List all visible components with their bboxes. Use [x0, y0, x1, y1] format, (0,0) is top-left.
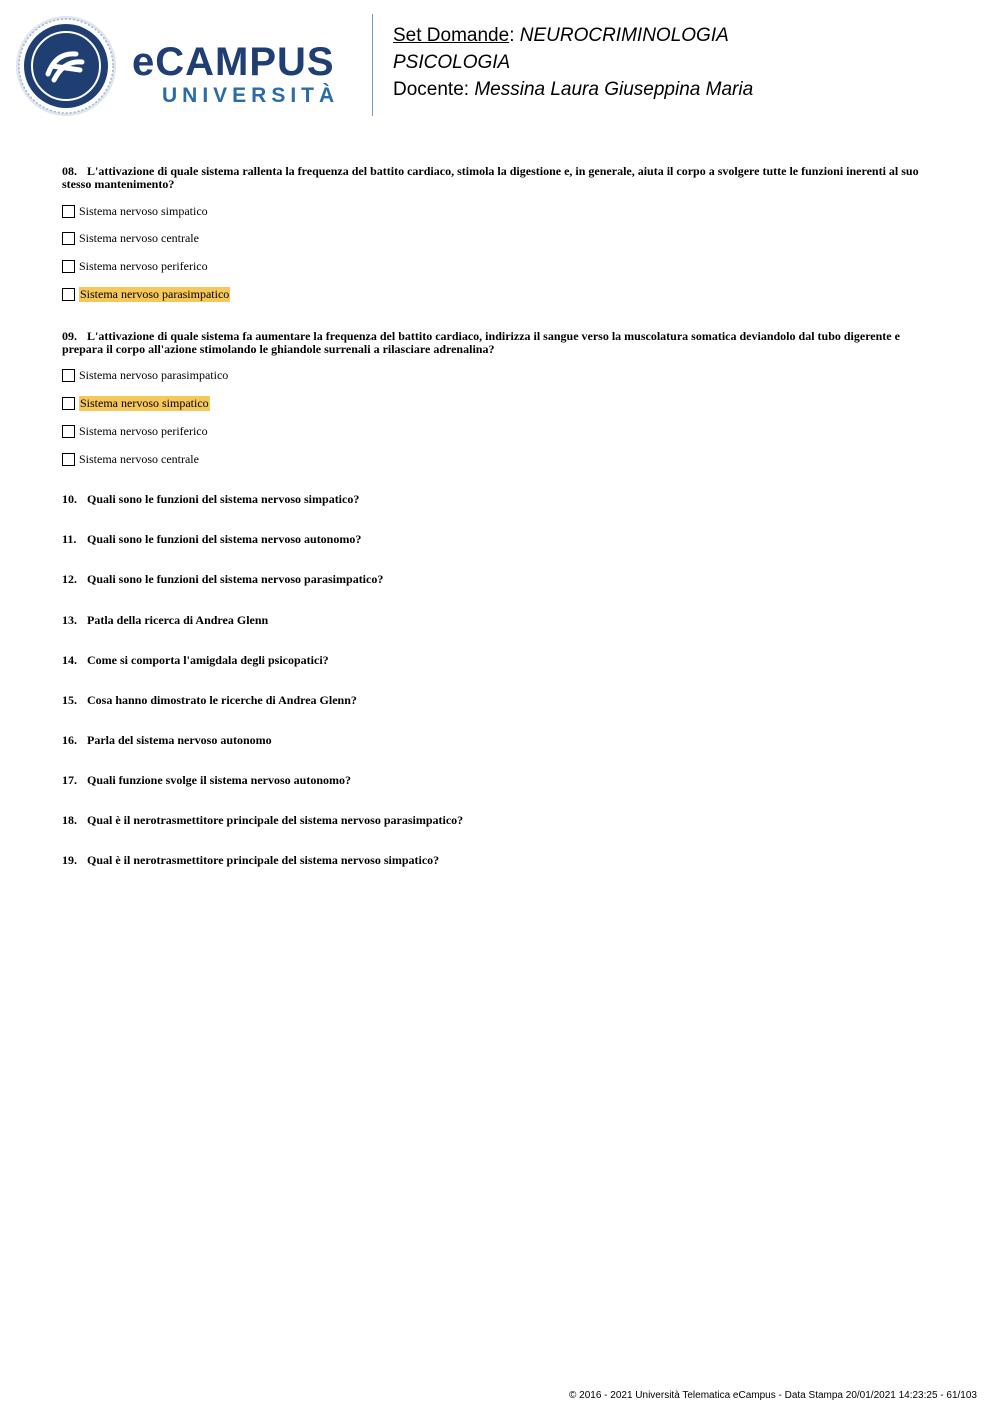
option-label: Sistema nervoso simpatico	[79, 203, 208, 218]
question-text: Quali sono le funzioni del sistema nervoso simpatico?	[87, 492, 360, 506]
docente-value: Messina Laura Giuseppina Maria	[474, 79, 754, 100]
question-17	[62, 774, 942, 787]
question-text: Quali funzione svolge il sistema nervoso autonomo?	[87, 773, 352, 787]
option-row[interactable]	[62, 451, 199, 467]
question-text: Quali sono le funzioni del sistema nervoso parasimpatico?	[87, 572, 384, 586]
question-number: 13.	[62, 613, 77, 627]
brand-subtitle: UNIVERSITÀ	[162, 84, 340, 107]
checkbox[interactable]	[62, 288, 75, 301]
question-19	[62, 854, 942, 867]
question-09	[62, 330, 942, 356]
option-row[interactable]	[62, 258, 208, 274]
option-row[interactable]	[62, 286, 230, 302]
question-number: 10.	[62, 492, 77, 506]
question-text: L'attivazione di quale sistema rallenta la frequenza del battito cardiaco, stimola la digestione e, in generale, aiuta il corpo a svolgere tutte le funzioni inerenti al suo stesso mantenimento?	[62, 164, 919, 191]
checkbox[interactable]	[62, 232, 75, 245]
question-text: L'attivazione di quale sistema fa aumentare la frequenza del battito cardiaco, indirizza il sangue verso la muscolatura somatica deviandolo dal tubo digerente e prepara il corpo all'azione stimolando le ghiandole surrenali a rilasciare adrenalina?	[62, 329, 900, 356]
question-number: 18.	[62, 813, 77, 827]
option-label: Sistema nervoso periferico	[79, 258, 208, 273]
question-text: Quali sono le funzioni del sistema nervoso autonomo?	[87, 532, 362, 546]
checkbox[interactable]	[62, 205, 75, 218]
option-row[interactable]	[62, 367, 228, 383]
question-text: Cosa hanno dimostrato le ricerche di Andrea Glenn?	[87, 693, 357, 707]
brand-name: eCAMPUS	[132, 40, 335, 84]
set-line-2	[393, 49, 753, 76]
question-15	[62, 694, 942, 707]
option-label-highlighted: Sistema nervoso simpatico	[80, 395, 209, 410]
question-number: 16.	[62, 733, 77, 747]
set-line: Set Domande: NEUROCRIMINOLOGIA	[393, 25, 729, 46]
question-12	[62, 573, 942, 586]
option-label: Sistema nervoso periferico	[79, 423, 208, 438]
question-number: 12.	[62, 572, 77, 586]
checkbox[interactable]	[62, 397, 75, 410]
set-label: Set Domande	[393, 25, 510, 46]
option-label: Sistema nervoso centrale	[79, 451, 199, 466]
question-10	[62, 493, 942, 506]
option-row[interactable]	[62, 230, 199, 246]
question-number: 19.	[62, 853, 77, 867]
question-text: Patla della ricerca di Andrea Glenn	[87, 613, 269, 627]
question-14	[62, 654, 942, 667]
question-number: 15.	[62, 693, 77, 707]
question-13	[62, 614, 942, 627]
brand-logo-text	[132, 40, 339, 108]
question-16	[62, 734, 942, 747]
question-number: 17.	[62, 773, 77, 787]
ecampus-seal-logo-icon	[14, 14, 118, 118]
question-11	[62, 533, 942, 546]
checkbox[interactable]	[62, 260, 75, 273]
checkbox[interactable]	[62, 453, 75, 466]
set-value-2: PSICOLOGIA	[393, 52, 511, 73]
question-text: Qual è il nerotrasmettitore principale del sistema nervoso parasimpatico?	[87, 813, 464, 827]
header-divider	[372, 14, 373, 116]
set-value-1: NEUROCRIMINOLOGIA	[519, 25, 729, 46]
question-number: 08.	[62, 164, 77, 178]
option-label: Sistema nervoso parasimpatico	[79, 367, 229, 382]
checkbox[interactable]	[62, 369, 75, 382]
option-label-highlighted: Sistema nervoso parasimpatico	[80, 286, 230, 301]
checkbox[interactable]	[62, 425, 75, 438]
question-text: Come si comporta l'amigdala degli psicopatici?	[87, 653, 329, 667]
question-18	[62, 814, 942, 827]
docente-label: Docente:	[393, 79, 470, 100]
question-number: 14.	[62, 653, 77, 667]
option-row[interactable]	[62, 423, 208, 439]
question-number: 11.	[62, 532, 77, 546]
header-info	[393, 22, 753, 103]
option-label: Sistema nervoso centrale	[79, 230, 199, 245]
question-number: 09.	[62, 329, 77, 343]
question-text: Qual è il nerotrasmettitore principale del sistema nervoso simpatico?	[87, 853, 440, 867]
question-08	[62, 165, 942, 191]
docente-line	[393, 76, 753, 103]
option-row[interactable]	[62, 203, 208, 219]
page-footer: © 2016 - 2021 Università Telematica eCampus - Data Stampa 20/01/2021 14:23:25 - 61/103	[569, 1390, 977, 1401]
option-row[interactable]	[62, 395, 210, 411]
question-text: Parla del sistema nervoso autonomo	[87, 733, 272, 747]
